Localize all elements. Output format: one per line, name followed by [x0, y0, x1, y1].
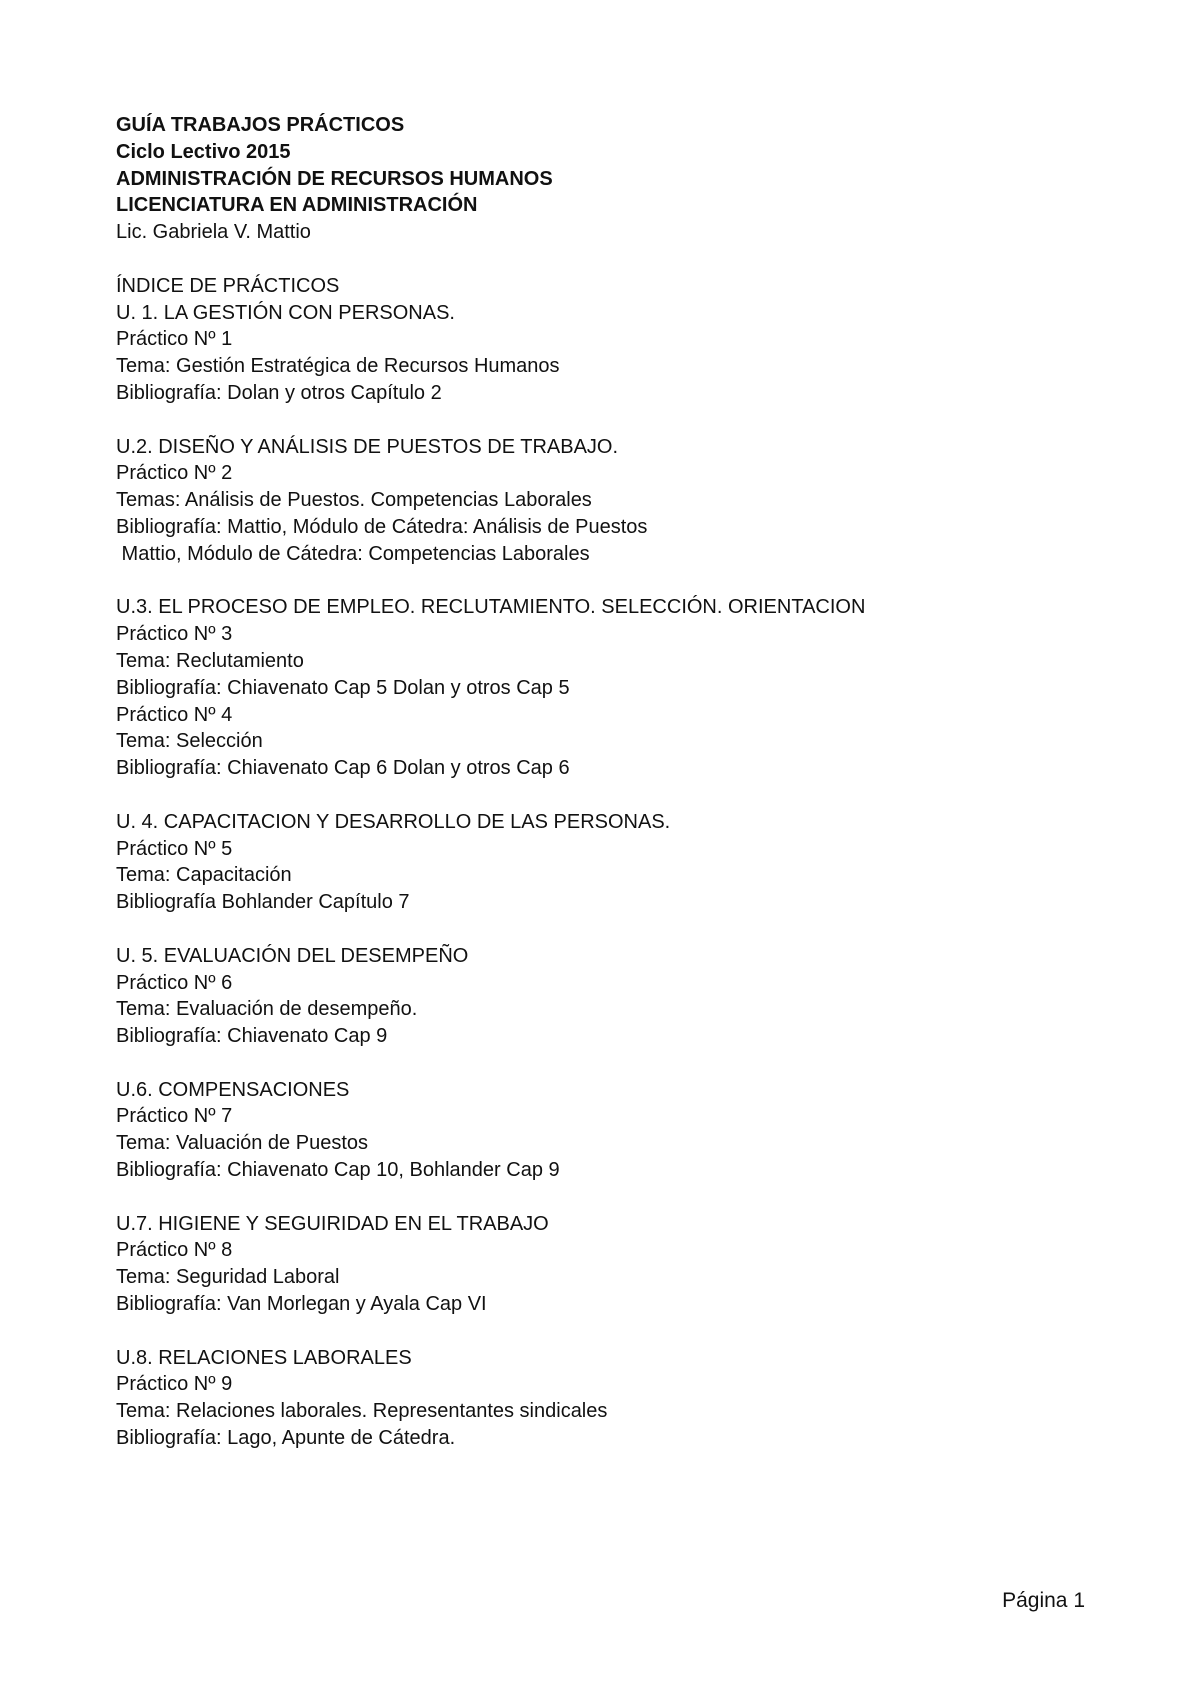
- unit-line: Tema: Evaluación de desempeño.: [116, 998, 418, 1021]
- index-title: ÍNDICE DE PRÁCTICOS: [116, 274, 340, 297]
- unit-spacer: [116, 916, 1116, 943]
- unit-block: [116, 809, 1116, 916]
- unit-heading: U. 1. LA GESTIÓN CON PERSONAS.: [116, 301, 455, 324]
- unit-line: Bibliografía Bohlander Capítulo 7: [116, 891, 410, 914]
- unit-heading: U.3. EL PROCESO DE EMPLEO. RECLUTAMIENTO. SELECCIÓN. ORIENTACION: [116, 596, 866, 619]
- unit-line: Bibliografía: Lago, Apunte de Cátedra.: [116, 1427, 456, 1450]
- units-list: [116, 300, 1116, 1452]
- unit-line: Temas: Análisis de Puestos. Competencias Laborales: [116, 489, 592, 512]
- unit-heading: U. 5. EVALUACIÓN DEL DESEMPEÑO: [116, 944, 469, 967]
- unit-line: Práctico Nº 2: [116, 462, 233, 485]
- unit-line: Bibliografía: Chiavenato Cap 10, Bohlander Cap 9: [116, 1159, 560, 1182]
- unit-heading: U.8. RELACIONES LABORALES: [116, 1346, 412, 1369]
- unit-line: Mattio, Módulo de Cátedra: Competencias Laborales: [116, 542, 590, 565]
- unit-line: Práctico Nº 7: [116, 1105, 233, 1128]
- unit-line: Práctico Nº 9: [116, 1373, 233, 1396]
- unit-line: Tema: Valuación de Puestos: [116, 1132, 369, 1155]
- unit-line: Práctico Nº 3: [116, 623, 233, 646]
- unit-line: Bibliografía: Mattio, Módulo de Cátedra: Análisis de Puestos: [116, 515, 648, 538]
- school-cycle: Ciclo Lectivo 2015: [116, 140, 291, 163]
- unit-block: [116, 1077, 1116, 1184]
- unit-heading: U.2. DISEÑO Y ANÁLISIS DE PUESTOS DE TRABAJO.: [116, 435, 619, 458]
- unit-heading: U.6. COMPENSACIONES: [116, 1078, 350, 1101]
- unit-line: Bibliografía: Dolan y otros Capítulo 2: [116, 381, 442, 404]
- unit-heading: U.7. HIGIENE Y SEGUIRIDAD EN EL TRABAJO: [116, 1212, 549, 1235]
- unit-spacer: [116, 782, 1116, 809]
- unit-line: Bibliografía: Chiavenato Cap 5 Dolan y otros Cap 5: [116, 676, 570, 699]
- unit-line: Práctico Nº 5: [116, 837, 233, 860]
- unit-line: Tema: Seguridad Laboral: [116, 1266, 340, 1289]
- unit-spacer: [116, 407, 1116, 434]
- unit-block: [116, 1345, 1116, 1452]
- document-title: GUÍA TRABAJOS PRÁCTICOS: [116, 114, 405, 136]
- unit-spacer: [116, 1318, 1116, 1345]
- unit-line: Práctico Nº 4: [116, 703, 233, 726]
- unit-line: Tema: Gestión Estratégica de Recursos Humanos: [116, 355, 560, 378]
- unit-block: [116, 300, 1116, 407]
- subject-name: ADMINISTRACIÓN DE RECURSOS HUMANOS: [116, 167, 553, 190]
- unit-spacer: [116, 568, 1116, 595]
- unit-line: Tema: Selección: [116, 730, 263, 753]
- unit-spacer: [116, 1184, 1116, 1211]
- unit-line: Práctico Nº 8: [116, 1239, 233, 1262]
- unit-block: [116, 594, 1116, 782]
- author-name: Lic. Gabriela V. Mattio: [116, 221, 311, 244]
- unit-block: [116, 434, 1116, 568]
- unit-line: Práctico Nº 1: [116, 328, 233, 351]
- unit-line: Bibliografía: Van Morlegan y Ayala Cap VI: [116, 1293, 487, 1316]
- unit-line: Bibliografía: Chiavenato Cap 9: [116, 1025, 388, 1048]
- unit-line: Tema: Reclutamiento: [116, 649, 304, 672]
- unit-heading: U. 4. CAPACITACION Y DESARROLLO DE LAS PERSONAS.: [116, 810, 671, 833]
- unit-line: Bibliografía: Chiavenato Cap 6 Dolan y otros Cap 6: [116, 757, 570, 780]
- section-spacer: [116, 246, 1116, 273]
- document-body: [116, 112, 1116, 1452]
- page-number: Página 1: [1002, 1589, 1085, 1612]
- unit-block: [116, 1211, 1116, 1318]
- degree-name: LICENCIATURA EN ADMINISTRACIÓN: [116, 194, 478, 217]
- unit-block: [116, 943, 1116, 1050]
- unit-line: Tema: Relaciones laborales. Representantes sindicales: [116, 1400, 608, 1423]
- unit-spacer: [116, 1050, 1116, 1077]
- unit-line: Tema: Capacitación: [116, 864, 292, 887]
- unit-line: Práctico Nº 6: [116, 971, 233, 994]
